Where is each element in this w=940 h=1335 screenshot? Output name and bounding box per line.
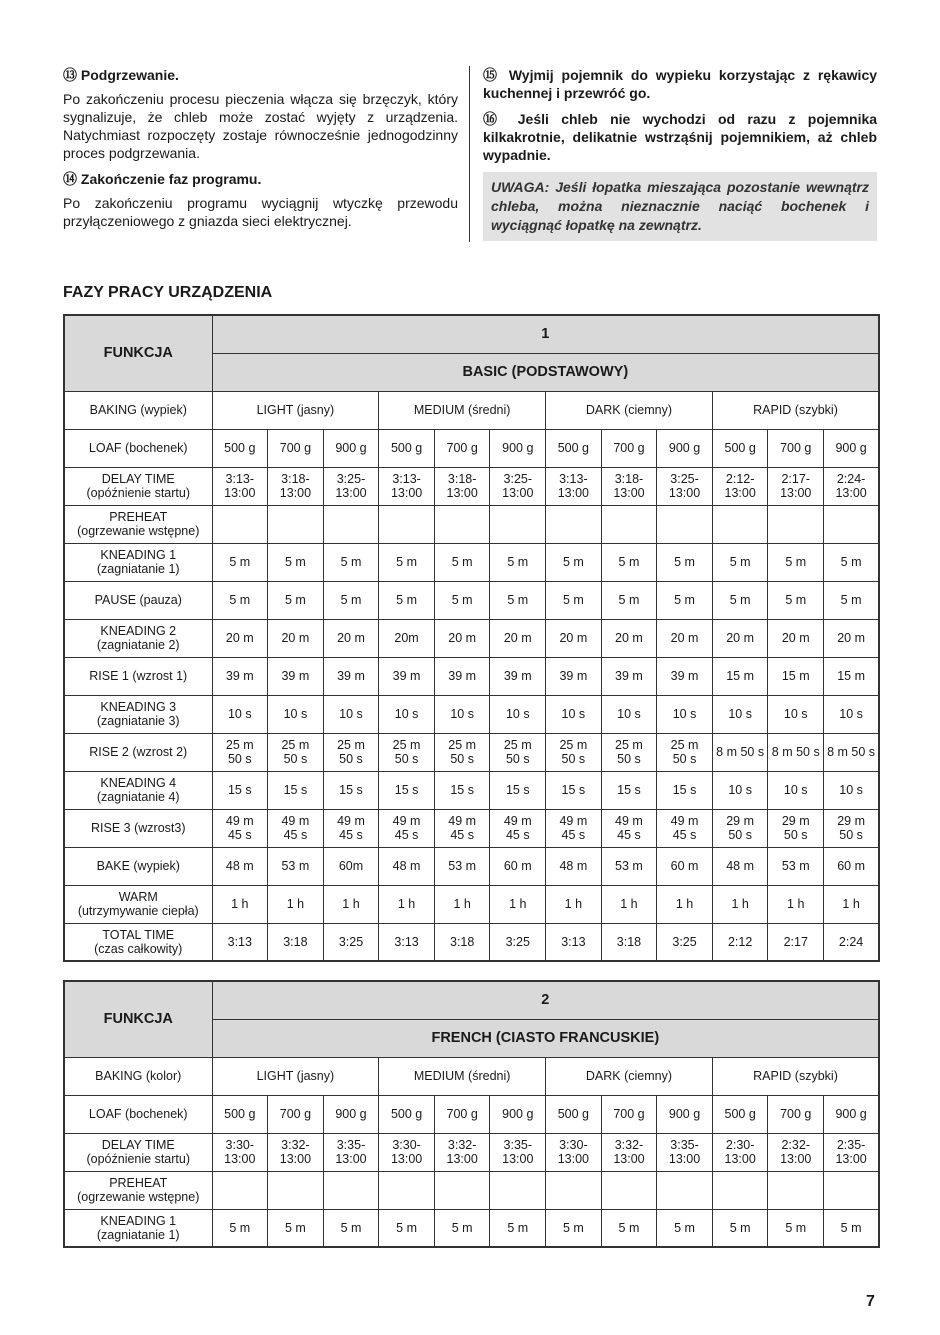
table-cell: 15 s — [490, 771, 546, 809]
table-cell: 3:25 — [323, 923, 379, 961]
table-cell: 3:18- 13:00 — [601, 467, 657, 505]
table-cell: 5 m — [712, 543, 768, 581]
table-cell — [657, 505, 713, 543]
table-cell: 2:12 — [712, 923, 768, 961]
page-number: 7 — [866, 1293, 875, 1310]
table-cell — [268, 1171, 324, 1209]
table-cell: 700 g — [268, 1095, 324, 1133]
row-label: RISE 3 (wzrost3) — [64, 809, 212, 847]
table-cell: 900 g — [824, 429, 880, 467]
table-cell — [657, 1171, 713, 1209]
table-cell: 900 g — [490, 429, 546, 467]
table-row — [64, 619, 879, 657]
table-cell: 15 s — [212, 771, 268, 809]
table-cell: 15 s — [546, 771, 602, 809]
table-cell: 53 m — [768, 847, 824, 885]
table-cell: 500 g — [546, 429, 602, 467]
table-cell: 5 m — [490, 1209, 546, 1247]
table-cell: 10 s — [490, 695, 546, 733]
table-cell: 700 g — [601, 1095, 657, 1133]
table-cell: 3:13- 13:00 — [212, 467, 268, 505]
table-cell: 3:35- 13:00 — [323, 1133, 379, 1171]
table-cell — [490, 505, 546, 543]
baking-label: BAKING (kolor) — [64, 1057, 212, 1095]
table-row — [64, 581, 879, 619]
table-cell: 29 m 50 s — [824, 809, 880, 847]
table-cell: 2:24- 13:00 — [824, 467, 880, 505]
table-cell: 5 m — [657, 1209, 713, 1247]
table-cell: 2:24 — [824, 923, 880, 961]
table-cell: 29 m 50 s — [712, 809, 768, 847]
table-cell: 5 m — [712, 1209, 768, 1247]
table-row — [64, 771, 879, 809]
table-row — [64, 733, 879, 771]
program-name: FRENCH (CIASTO FRANCUSKIE) — [212, 1019, 879, 1057]
table-cell: 10 s — [657, 695, 713, 733]
left-text-column — [63, 66, 458, 238]
table-cell: 3:25- 13:00 — [490, 467, 546, 505]
table-cell: 20 m — [323, 619, 379, 657]
table-cell: 25 m 50 s — [601, 733, 657, 771]
table-cell: 5 m — [546, 543, 602, 581]
table-cell: 15 m — [768, 657, 824, 695]
baking-level: DARK (ciemny) — [546, 1057, 713, 1095]
table-cell: 3:18 — [268, 923, 324, 961]
table-cell: 20 m — [490, 619, 546, 657]
table-cell: 3:18- 13:00 — [268, 467, 324, 505]
table-cell: 5 m — [657, 581, 713, 619]
table-cell: 2:12- 13:00 — [712, 467, 768, 505]
table-cell: 20 m — [712, 619, 768, 657]
table-cell: 49 m 45 s — [268, 809, 324, 847]
table-cell: 10 s — [824, 771, 880, 809]
baking-level: MEDIUM (średni) — [379, 1057, 546, 1095]
table-cell: 60 m — [824, 847, 880, 885]
table-cell: 39 m — [546, 657, 602, 695]
table-cell: 8 m 50 s — [768, 733, 824, 771]
table-cell: 25 m 50 s — [323, 733, 379, 771]
table-cell: 1 h — [379, 885, 435, 923]
table-cell: 1 h — [601, 885, 657, 923]
warning-note: UWAGA: Jeśli łopatka mieszająca pozostanie wewnątrz chleba, można nieznacznie naciąć bochenek i wyciągnąć łopatkę na zewnątrz. — [483, 172, 877, 241]
table-row — [64, 505, 879, 543]
table-cell: 20 m — [824, 619, 880, 657]
table-cell: 3:18 — [601, 923, 657, 961]
table-cell: 5 m — [379, 543, 435, 581]
baking-level: RAPID (szybki) — [712, 391, 879, 429]
table-cell: 20 m — [601, 619, 657, 657]
table-cell: 29 m 50 s — [768, 809, 824, 847]
table-cell: 10 s — [824, 695, 880, 733]
table-cell: 10 s — [323, 695, 379, 733]
table-cell: 5 m — [212, 543, 268, 581]
table-cell: 900 g — [490, 1095, 546, 1133]
table-cell: 5 m — [601, 1209, 657, 1247]
table-cell: 5 m — [601, 543, 657, 581]
table-cell: 3:13 — [379, 923, 435, 961]
table-cell: 5 m — [601, 581, 657, 619]
table-cell: 15 s — [268, 771, 324, 809]
table-cell: 49 m 45 s — [434, 809, 490, 847]
table-cell — [434, 505, 490, 543]
table-cell: 1 h — [490, 885, 546, 923]
table-cell: 48 m — [379, 847, 435, 885]
table-cell: 39 m — [601, 657, 657, 695]
table-cell: 5 m — [268, 1209, 324, 1247]
table-cell: 900 g — [657, 1095, 713, 1133]
table-cell: 3:13 — [212, 923, 268, 961]
table-cell — [434, 1171, 490, 1209]
table-cell: 1 h — [824, 885, 880, 923]
table-cell: 3:25- 13:00 — [657, 467, 713, 505]
table-cell: 49 m 45 s — [490, 809, 546, 847]
table-cell: 5 m — [434, 1209, 490, 1247]
table-cell: 10 s — [768, 695, 824, 733]
table-cell — [768, 1171, 824, 1209]
step-16: ⑯ Jeśli chleb nie wychodzi od razu z pojemnika kilkakrotnie, delikatnie wstrząśnij pojemnikiem, aż chleb wypadnie. — [483, 111, 878, 163]
table-cell: 10 s — [601, 695, 657, 733]
heading-podgrzewanie: ⑬ Podgrzewanie. — [63, 67, 179, 83]
table-cell: 39 m — [212, 657, 268, 695]
table-cell: 500 g — [712, 429, 768, 467]
table-cell: 3:30- 13:00 — [379, 1133, 435, 1171]
table-cell: 5 m — [657, 543, 713, 581]
row-label: LOAF (bochenek) — [64, 1095, 212, 1133]
table-cell — [268, 505, 324, 543]
table-cell: 1 h — [434, 885, 490, 923]
table-cell: 10 s — [434, 695, 490, 733]
table-cell: 500 g — [212, 1095, 268, 1133]
paragraph-podgrzewanie: Po zakończeniu procesu pieczenia włącza się brzęczyk, który sygnalizuje, że chleb może zostać wyjęty z urządzenia. Natychmiast rozpoczęty zostaje równocześnie jednogodzinny proces podgrzewania. — [63, 91, 458, 161]
table-cell: 25 m 50 s — [268, 733, 324, 771]
paragraph-zakonczenie: Po zakończeniu programu wyciągnij wtyczkę przewodu przyłączeniowego z gniazda sieci elektrycznej. — [63, 195, 458, 229]
table-cell: 2:17- 13:00 — [768, 467, 824, 505]
table-cell: 25 m 50 s — [657, 733, 713, 771]
table-cell: 3:13- 13:00 — [379, 467, 435, 505]
table-cell: 500 g — [712, 1095, 768, 1133]
table-cell: 3:32- 13:00 — [601, 1133, 657, 1171]
table-cell: 5 m — [490, 581, 546, 619]
table-row — [64, 1133, 879, 1171]
table-cell: 20 m — [657, 619, 713, 657]
table-cell: 49 m 45 s — [546, 809, 602, 847]
table-row — [64, 885, 879, 923]
function-header: FUNKCJA — [64, 315, 212, 391]
table-cell: 3:18- 13:00 — [434, 467, 490, 505]
table-cell: 5 m — [212, 1209, 268, 1247]
table-cell: 5 m — [768, 581, 824, 619]
table-cell: 5 m — [379, 1209, 435, 1247]
table-cell: 3:32- 13:00 — [268, 1133, 324, 1171]
row-label: RISE 1 (wzrost 1) — [64, 657, 212, 695]
table-row — [64, 923, 879, 961]
table-cell — [379, 1171, 435, 1209]
table-cell: 49 m 45 s — [657, 809, 713, 847]
table-cell — [601, 1171, 657, 1209]
row-label: PREHEAT (ogrzewanie wstępne) — [64, 1171, 212, 1209]
table-cell: 700 g — [268, 429, 324, 467]
table-cell: 5 m — [268, 543, 324, 581]
table-cell — [768, 505, 824, 543]
table-cell: 20m — [379, 619, 435, 657]
row-label: KNEADING 4 (zagniatanie 4) — [64, 771, 212, 809]
table-row — [64, 847, 879, 885]
column-divider — [469, 66, 470, 242]
table-cell: 1 h — [546, 885, 602, 923]
table-cell: 10 s — [712, 771, 768, 809]
row-label: PREHEAT (ogrzewanie wstępne) — [64, 505, 212, 543]
table-cell: 8 m 50 s — [824, 733, 880, 771]
table-cell: 53 m — [268, 847, 324, 885]
table-cell — [712, 505, 768, 543]
baking-label: BAKING (wypiek) — [64, 391, 212, 429]
step-15: ⑮ Wyjmij pojemnik do wypieku korzystając z rękawicy kuchennej i przewróć go. — [483, 67, 878, 101]
table-row — [64, 429, 879, 467]
table-cell: 39 m — [323, 657, 379, 695]
phases-table-french — [63, 980, 880, 1248]
table-cell: 1 h — [212, 885, 268, 923]
table-cell: 2:35- 13:00 — [824, 1133, 880, 1171]
baking-level: MEDIUM (średni) — [379, 391, 546, 429]
table-cell: 1 h — [657, 885, 713, 923]
table-row — [64, 1095, 879, 1133]
table-cell: 25 m 50 s — [546, 733, 602, 771]
table-cell — [379, 505, 435, 543]
table-cell: 20 m — [268, 619, 324, 657]
table-cell: 900 g — [824, 1095, 880, 1133]
row-label: WARM (utrzymywanie ciepła) — [64, 885, 212, 923]
table-cell: 1 h — [268, 885, 324, 923]
table-cell: 500 g — [379, 429, 435, 467]
row-label: KNEADING 1 (zagniatanie 1) — [64, 543, 212, 581]
table-cell — [212, 505, 268, 543]
table-cell: 1 h — [323, 885, 379, 923]
baking-level: LIGHT (jasny) — [212, 391, 379, 429]
table-cell: 1 h — [768, 885, 824, 923]
row-label: LOAF (bochenek) — [64, 429, 212, 467]
table-cell — [824, 1171, 880, 1209]
table-cell: 5 m — [546, 1209, 602, 1247]
row-label: RISE 2 (wzrost 2) — [64, 733, 212, 771]
table-cell: 2:32- 13:00 — [768, 1133, 824, 1171]
row-label: TOTAL TIME (czas całkowity) — [64, 923, 212, 961]
table-cell: 60 m — [490, 847, 546, 885]
table-row — [64, 809, 879, 847]
table-cell — [824, 505, 880, 543]
table-cell: 8 m 50 s — [712, 733, 768, 771]
table-cell: 49 m 45 s — [601, 809, 657, 847]
table-cell: 39 m — [268, 657, 324, 695]
table-cell — [601, 505, 657, 543]
table-cell: 39 m — [657, 657, 713, 695]
table-cell: 5 m — [768, 543, 824, 581]
table-cell: 3:18 — [434, 923, 490, 961]
table-cell: 20 m — [434, 619, 490, 657]
table-row — [64, 657, 879, 695]
table-cell: 3:30- 13:00 — [212, 1133, 268, 1171]
table-cell: 60 m — [657, 847, 713, 885]
table-row — [64, 1209, 879, 1247]
table-cell: 900 g — [323, 1095, 379, 1133]
table-cell: 700 g — [434, 1095, 490, 1133]
table-cell: 5 m — [824, 581, 880, 619]
table-cell: 48 m — [712, 847, 768, 885]
row-label: BAKE (wypiek) — [64, 847, 212, 885]
table-cell — [212, 1171, 268, 1209]
table-cell — [323, 505, 379, 543]
table-cell: 900 g — [657, 429, 713, 467]
program-number: 2 — [212, 981, 879, 1019]
table-cell — [490, 1171, 546, 1209]
table-cell: 5 m — [712, 581, 768, 619]
table-cell: 700 g — [768, 1095, 824, 1133]
table-cell: 48 m — [546, 847, 602, 885]
table-cell: 5 m — [323, 1209, 379, 1247]
table-cell: 500 g — [379, 1095, 435, 1133]
table-cell: 5 m — [212, 581, 268, 619]
table-cell: 5 m — [824, 543, 880, 581]
table-cell: 2:30- 13:00 — [712, 1133, 768, 1171]
table-cell: 20 m — [768, 619, 824, 657]
row-label: KNEADING 1 (zagniatanie 1) — [64, 1209, 212, 1247]
table-cell: 39 m — [490, 657, 546, 695]
table-cell: 10 s — [768, 771, 824, 809]
table-cell: 5 m — [546, 581, 602, 619]
table-cell: 10 s — [268, 695, 324, 733]
table-cell: 25 m 50 s — [379, 733, 435, 771]
table-cell: 10 s — [212, 695, 268, 733]
table-cell — [546, 1171, 602, 1209]
table-cell: 5 m — [379, 581, 435, 619]
table-cell: 5 m — [323, 543, 379, 581]
table-cell: 5 m — [768, 1209, 824, 1247]
table-row — [64, 543, 879, 581]
table-cell: 5 m — [268, 581, 324, 619]
table-cell: 500 g — [546, 1095, 602, 1133]
table-cell: 3:30- 13:00 — [546, 1133, 602, 1171]
row-label: KNEADING 2 (zagniatanie 2) — [64, 619, 212, 657]
table-cell: 25 m 50 s — [212, 733, 268, 771]
table-cell: 15 m — [712, 657, 768, 695]
section-title: FAZY PRACY URZĄDZENIA — [63, 284, 273, 301]
table-cell: 700 g — [768, 429, 824, 467]
baking-level: RAPID (szybki) — [712, 1057, 879, 1095]
table-cell: 10 s — [546, 695, 602, 733]
table-row — [64, 1171, 879, 1209]
table-row — [64, 695, 879, 733]
table-cell: 3:25- 13:00 — [323, 467, 379, 505]
baking-level: LIGHT (jasny) — [212, 1057, 379, 1095]
table-row — [64, 467, 879, 505]
table-cell: 5 m — [434, 543, 490, 581]
table-cell: 25 m 50 s — [490, 733, 546, 771]
table-cell: 49 m 45 s — [379, 809, 435, 847]
table-cell: 5 m — [434, 581, 490, 619]
table-cell: 53 m — [601, 847, 657, 885]
table-cell: 5 m — [824, 1209, 880, 1247]
table-cell — [323, 1171, 379, 1209]
table-cell: 900 g — [323, 429, 379, 467]
baking-level: DARK (ciemny) — [546, 391, 713, 429]
table-cell: 15 s — [601, 771, 657, 809]
row-label: PAUSE (pauza) — [64, 581, 212, 619]
table-cell: 49 m 45 s — [323, 809, 379, 847]
table-cell: 25 m 50 s — [434, 733, 490, 771]
table-cell: 60m — [323, 847, 379, 885]
table-cell: 15 s — [434, 771, 490, 809]
table-cell: 700 g — [434, 429, 490, 467]
table-cell: 5 m — [490, 543, 546, 581]
function-header: FUNKCJA — [64, 981, 212, 1057]
table-cell: 3:13 — [546, 923, 602, 961]
table-cell: 3:25 — [490, 923, 546, 961]
table-cell: 3:35- 13:00 — [490, 1133, 546, 1171]
row-label: KNEADING 3 (zagniatanie 3) — [64, 695, 212, 733]
table-cell: 49 m 45 s — [212, 809, 268, 847]
table-cell: 15 m — [824, 657, 880, 695]
table-cell: 2:17 — [768, 923, 824, 961]
row-label: DELAY TIME (opóźnienie startu) — [64, 467, 212, 505]
right-text-column — [483, 66, 877, 241]
table-cell: 39 m — [379, 657, 435, 695]
table-cell: 10 s — [712, 695, 768, 733]
table-cell — [712, 1171, 768, 1209]
table-cell: 15 s — [323, 771, 379, 809]
table-cell: 15 s — [379, 771, 435, 809]
table-cell: 700 g — [601, 429, 657, 467]
table-cell: 53 m — [434, 847, 490, 885]
table-cell: 15 s — [657, 771, 713, 809]
table-cell: 500 g — [212, 429, 268, 467]
table-cell: 3:32- 13:00 — [434, 1133, 490, 1171]
table-cell — [546, 505, 602, 543]
table-cell: 20 m — [546, 619, 602, 657]
table-cell: 3:35- 13:00 — [657, 1133, 713, 1171]
phases-table-basic — [63, 314, 880, 962]
row-label: DELAY TIME (opóźnienie startu) — [64, 1133, 212, 1171]
table-cell: 20 m — [212, 619, 268, 657]
table-cell: 3:13- 13:00 — [546, 467, 602, 505]
heading-zakonczenie: ⑭ Zakończenie faz programu. — [63, 171, 262, 187]
program-number: 1 — [212, 315, 879, 353]
table-cell: 5 m — [323, 581, 379, 619]
table-cell: 48 m — [212, 847, 268, 885]
table-cell: 10 s — [379, 695, 435, 733]
program-name: BASIC (PODSTAWOWY) — [212, 353, 879, 391]
table-cell: 3:25 — [657, 923, 713, 961]
table-cell: 39 m — [434, 657, 490, 695]
table-cell: 1 h — [712, 885, 768, 923]
